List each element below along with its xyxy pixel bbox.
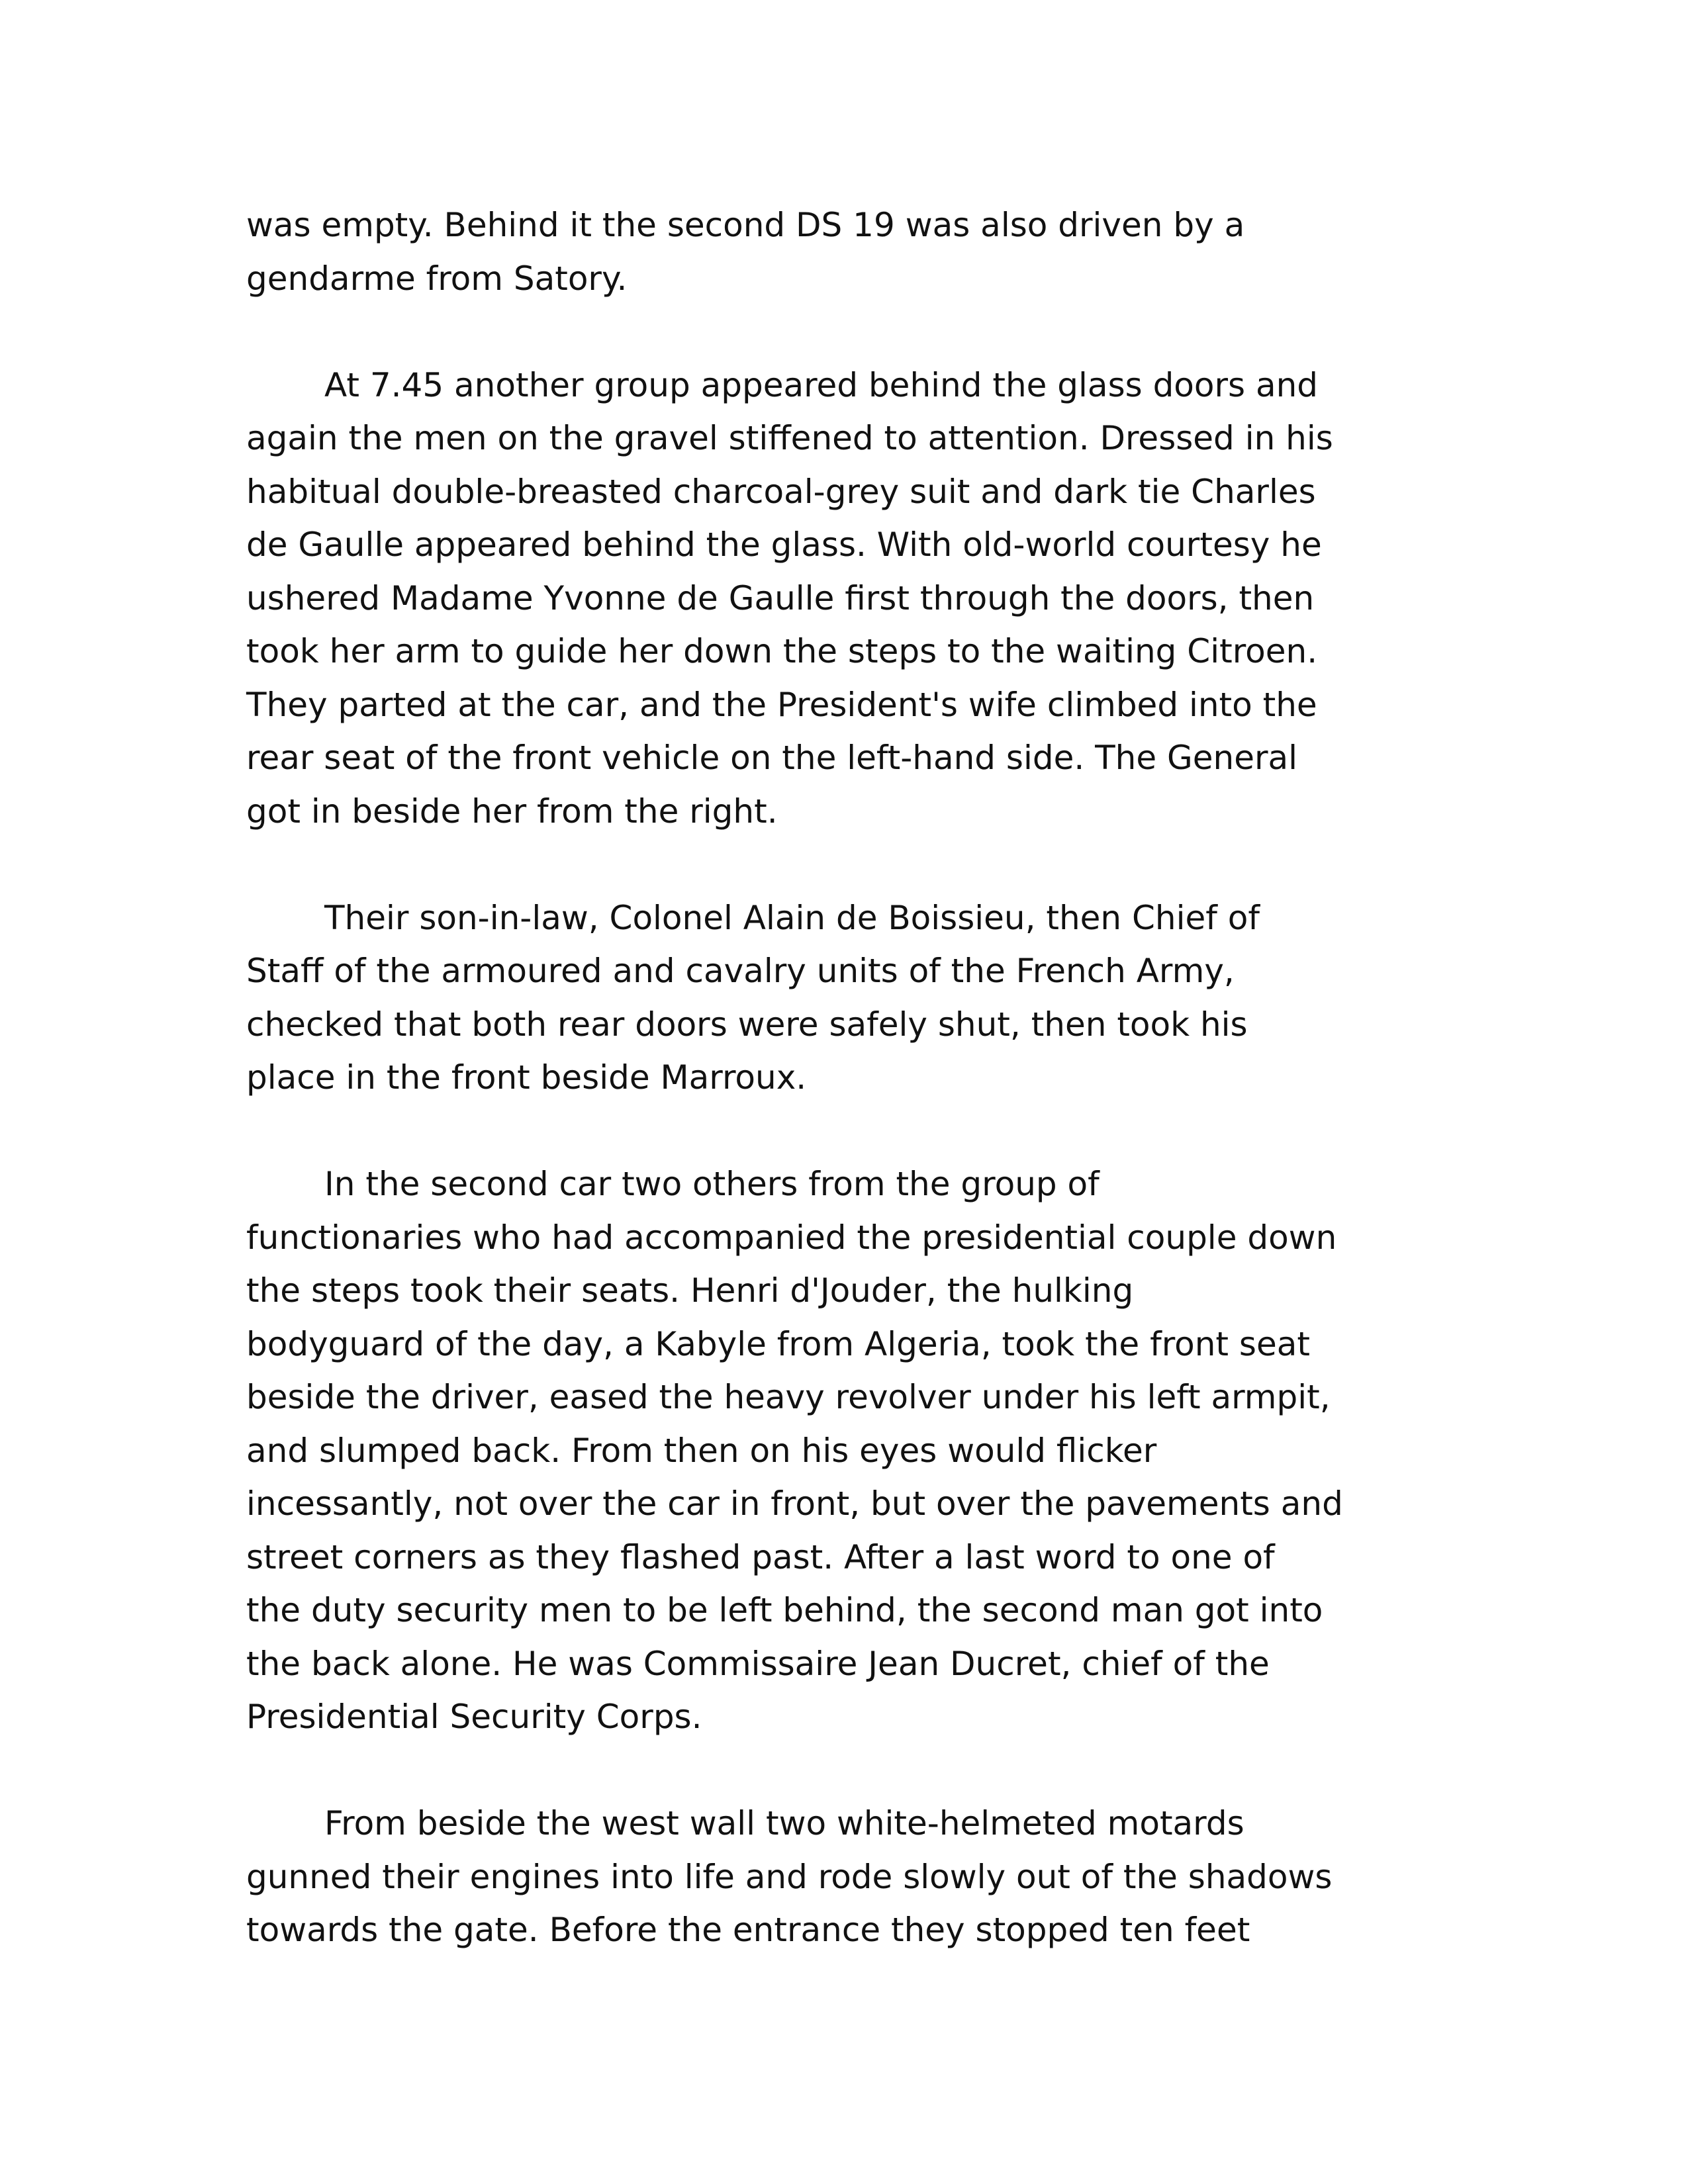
text-line: towards the gate. Before the entrance they stopped ten feet — [246, 1911, 1250, 1949]
text-line: and slumped back. From then on his eyes would flicker — [246, 1431, 1157, 1470]
paragraph-spacer — [246, 838, 1451, 891]
paragraph-spacer — [246, 305, 1451, 359]
paragraph — [246, 891, 1451, 1105]
text-line: the duty security men to be left behind, the second man got into — [246, 1591, 1323, 1629]
text-line: gendarme from Satory. — [246, 259, 628, 298]
paragraph — [246, 1158, 1451, 1744]
paragraph-spacer — [246, 1744, 1451, 1797]
paragraph — [246, 199, 1451, 305]
text-line: gunned their engines into life and rode slowly out of the shadows — [246, 1857, 1333, 1896]
text-line: At 7.45 another group appeared behind the glass doors and — [324, 365, 1319, 404]
text-line: beside the driver, eased the heavy revolver under his left armpit, — [246, 1378, 1331, 1416]
text-line: Staff of the armoured and cavalry units of the French Army, — [246, 952, 1235, 990]
text-line: Presidential Security Corps. — [246, 1698, 702, 1736]
text-line: got in beside her from the right. — [246, 792, 778, 831]
text-line: place in the front beside Marroux. — [246, 1058, 807, 1097]
text-line: Their son-in-law, Colonel Alain de Boissieu, then Chief of — [324, 898, 1260, 937]
text-line: ushered Madame Yvonne de Gaulle first through the doors, then — [246, 578, 1315, 617]
paragraph — [246, 359, 1451, 839]
text-line: They parted at the car, and the President's wife climbed into the — [246, 685, 1317, 724]
text-line: checked that both rear doors were safely shut, then took his — [246, 1005, 1248, 1044]
text-line: From beside the west wall two white-helmeted motards — [324, 1804, 1244, 1843]
text-line: In the second car two others from the group of — [324, 1165, 1100, 1203]
text-line: the back alone. He was Commissaire Jean Ducret, chief of the — [246, 1644, 1270, 1683]
text-line: incessantly, not over the car in front, but over the pavements and — [246, 1484, 1343, 1523]
text-line: rear seat of the front vehicle on the left-hand side. The General — [246, 739, 1298, 777]
text-line: took her arm to guide her down the steps to the waiting Citroen. — [246, 632, 1318, 670]
body-text — [246, 199, 1451, 1957]
text-line: habitual double-breasted charcoal-grey suit and dark tie Charles — [246, 472, 1316, 511]
text-line: was empty. Behind it the second DS 19 was also driven by a — [246, 206, 1245, 244]
paragraph — [246, 1797, 1451, 1957]
text-line: again the men on the gravel stiffened to attention. Dressed in his — [246, 419, 1333, 457]
text-line: functionaries who had accompanied the presidential couple down — [246, 1218, 1337, 1257]
text-line: bodyguard of the day, a Kabyle from Algeria, took the front seat — [246, 1324, 1310, 1363]
text-line: street corners as they flashed past. After a last word to one of — [246, 1537, 1275, 1576]
text-line: the steps took their seats. Henri d'Jouder, the hulking — [246, 1271, 1134, 1310]
text-line: de Gaulle appeared behind the glass. With old-world courtesy he — [246, 525, 1322, 564]
paragraph-spacer — [246, 1105, 1451, 1158]
